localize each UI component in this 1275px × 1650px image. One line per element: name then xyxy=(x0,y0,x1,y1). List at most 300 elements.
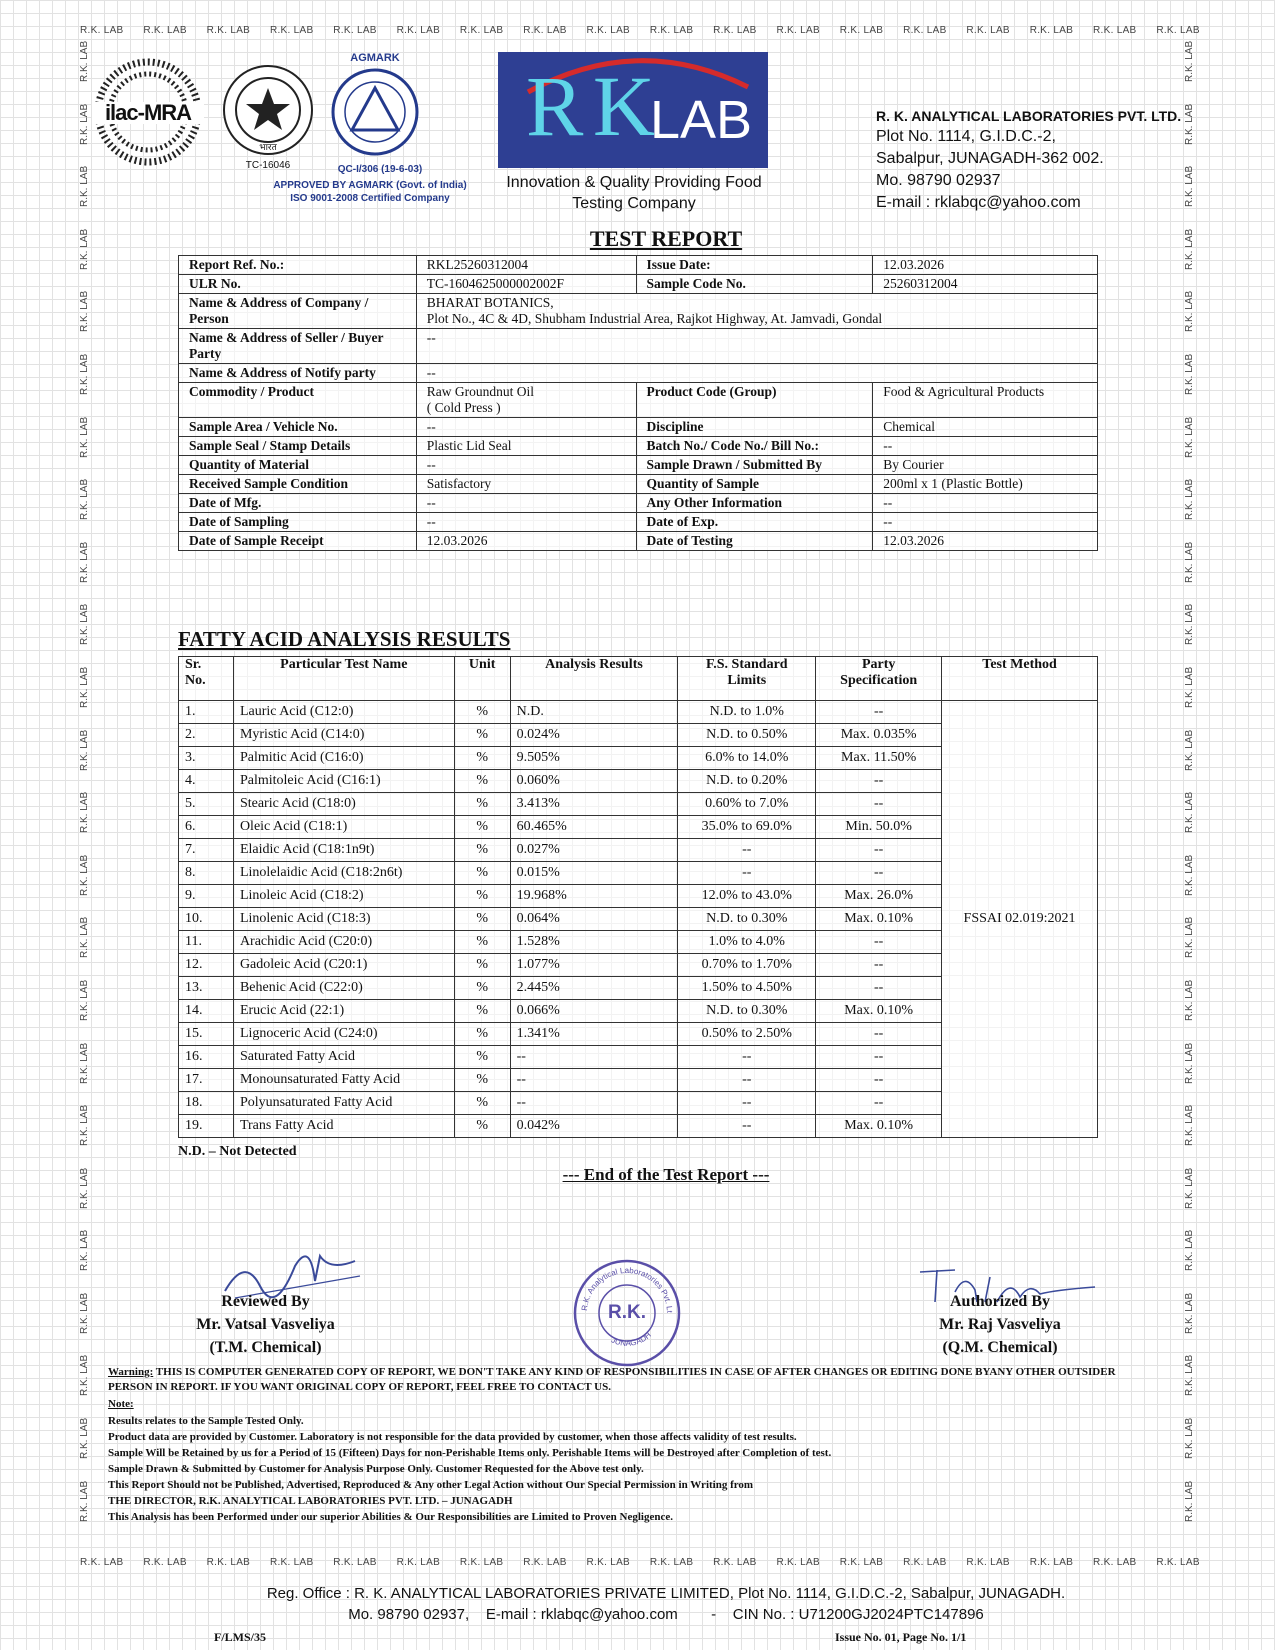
watermark-text: R.K. LAB xyxy=(143,1557,187,1568)
watermark-text: R.K. LAB xyxy=(79,791,90,834)
watermark-text: R.K. LAB xyxy=(80,1557,124,1568)
note-item: Sample Will be Retained by us for a Period of 15 (Fifteen) Days for non-Perishable Items only. Perishable Items will be Destroyed after Completion of test. xyxy=(108,1447,832,1459)
row-result: 60.465% xyxy=(510,816,678,839)
watermark-text: R.K. LAB xyxy=(143,25,187,36)
watermark-text: R.K. LAB xyxy=(649,25,694,36)
note-item: This Analysis has been Performed under our superior Abilities & Our Responsibilities are Limited to Proven Negligence. xyxy=(108,1511,673,1523)
watermark-text: R.K. LAB xyxy=(79,1292,90,1334)
watermark-text: R.K. LAB xyxy=(1184,353,1195,395)
row-party-spec: -- xyxy=(816,770,942,793)
reviewer-block xyxy=(178,1290,353,1359)
row-sr: 14. xyxy=(179,1000,234,1023)
row-fs-limit: -- xyxy=(678,1115,816,1138)
watermark-text: R.K. LAB xyxy=(1184,729,1195,771)
info-row xyxy=(179,329,1098,364)
tagline-line-1: Innovation & Quality Providing Food xyxy=(506,174,762,191)
info-row xyxy=(179,256,1098,275)
row-fs-limit: N.D. to 0.50% xyxy=(678,724,816,747)
row-unit: % xyxy=(454,908,510,931)
info-label: ULR No. xyxy=(179,275,417,294)
info-label: Discipline xyxy=(636,418,873,437)
row-sr: 11. xyxy=(179,931,234,954)
row-party-spec: -- xyxy=(816,793,942,816)
watermark-right-column xyxy=(1183,40,1197,1535)
watermark-text: R.K. LAB xyxy=(903,1557,947,1568)
seal-value: Plastic Lid Seal xyxy=(416,437,636,456)
row-party-spec: -- xyxy=(816,701,942,724)
watermark-text: R.K. LAB xyxy=(80,25,124,36)
info-label: Date of Sampling xyxy=(179,513,417,532)
row-sr: 7. xyxy=(179,839,234,862)
row-party-spec: Max. 26.0% xyxy=(816,885,942,908)
info-label: Name & Address of Notify party xyxy=(179,364,417,383)
row-party-spec: -- xyxy=(816,1023,942,1046)
row-unit: % xyxy=(454,793,510,816)
row-sr: 9. xyxy=(179,885,234,908)
receipt-date-value: 12.03.2026 xyxy=(416,532,636,551)
row-fs-limit: -- xyxy=(678,1069,816,1092)
watermark-text: R.K. LAB xyxy=(79,917,90,959)
row-test-name: Stearic Acid (C18:0) xyxy=(233,793,454,816)
info-row xyxy=(179,532,1098,551)
agmark-code: QC-I/306 (19-6-03) xyxy=(337,164,423,175)
watermark-text: R.K. LAB xyxy=(966,25,1010,36)
watermark-text: R.K. LAB xyxy=(1093,25,1137,36)
row-unit: % xyxy=(454,1023,510,1046)
row-test-name: Polyunsaturated Fatty Acid xyxy=(233,1092,454,1115)
watermark-text: R.K. LAB xyxy=(649,1557,694,1568)
row-sr: 1. xyxy=(179,701,234,724)
note-item: Results relates to the Sample Tested Only. xyxy=(108,1415,304,1427)
row-unit: % xyxy=(454,1069,510,1092)
quantity-sample-value: 200ml x 1 (Plastic Bottle) xyxy=(873,475,1098,494)
info-label: Sample Area / Vehicle No. xyxy=(179,418,417,437)
watermark-text: R.K. LAB xyxy=(79,604,90,646)
info-label: Date of Mfg. xyxy=(179,494,417,513)
row-fs-limit: -- xyxy=(678,1046,816,1069)
watermark-text: R.K. LAB xyxy=(1156,1557,1200,1568)
agmark-approval: APPROVED BY AGMARK (Govt. of India) xyxy=(273,180,467,191)
report-title: TEST REPORT xyxy=(589,226,743,251)
footer-address xyxy=(0,1583,1275,1625)
watermark-text: R.K. LAB xyxy=(1184,1417,1195,1460)
row-sr: 19. xyxy=(179,1115,234,1138)
authorizer-title: (Q.M. Chemical) xyxy=(942,1339,1058,1356)
row-result: 0.015% xyxy=(510,862,678,885)
watermark-text: R.K. LAB xyxy=(396,1557,441,1568)
company-email: E-mail : rklabqc@yahoo.com xyxy=(876,194,1081,211)
watermark-text: R.K. LAB xyxy=(79,1230,90,1272)
row-test-name: Palmitoleic Acid (C16:1) xyxy=(233,770,454,793)
info-row xyxy=(179,418,1098,437)
watermark-text: R.K. LAB xyxy=(1184,1230,1195,1272)
watermark-text: R.K. LAB xyxy=(1156,25,1200,36)
form-number: F/LMS/35 xyxy=(214,1630,267,1644)
warning-label: Warning: xyxy=(108,1366,154,1378)
row-test-name: Myristic Acid (C14:0) xyxy=(233,724,454,747)
commodity-line-2: ( Cold Press ) xyxy=(426,400,501,415)
watermark-text: R.K. LAB xyxy=(776,1557,820,1568)
watermark-text: R.K. LAB xyxy=(79,291,90,333)
header-unit: Unit xyxy=(454,657,510,701)
watermark-text: R.K. LAB xyxy=(1184,1042,1195,1084)
info-row xyxy=(179,456,1098,475)
tagline-line-2: Testing Company xyxy=(572,195,696,212)
row-test-name: Arachidic Acid (C20:0) xyxy=(233,931,454,954)
nabl-seal-logo xyxy=(218,62,318,174)
row-sr: 18. xyxy=(179,1092,234,1115)
row-test-name: Lauric Acid (C12:0) xyxy=(233,701,454,724)
row-unit: % xyxy=(454,1092,510,1115)
other-info-value: -- xyxy=(873,494,1098,513)
company-address-2: Sabalpur, JUNAGADH-362 002. xyxy=(876,150,1104,167)
row-result: 3.413% xyxy=(510,793,678,816)
row-unit: % xyxy=(454,954,510,977)
row-party-spec: -- xyxy=(816,1069,942,1092)
row-party-spec: -- xyxy=(816,839,942,862)
nabl-code: TC-16046 xyxy=(245,160,291,171)
watermark-text: R.K. LAB xyxy=(1184,166,1195,208)
watermark-text: R.K. LAB xyxy=(1029,1557,1074,1568)
header-test-name: Particular Test Name xyxy=(233,657,454,701)
info-row xyxy=(179,513,1098,532)
row-fs-limit: 1.0% to 4.0% xyxy=(678,931,816,954)
row-test-name: Oleic Acid (C18:1) xyxy=(233,816,454,839)
watermark-top-row xyxy=(80,25,1200,36)
header-party-line2: Specification xyxy=(840,673,918,688)
row-party-spec: Min. 50.0% xyxy=(816,816,942,839)
row-result: 1.341% xyxy=(510,1023,678,1046)
info-label: Sample Drawn / Submitted By xyxy=(636,456,873,475)
watermark-text: R.K. LAB xyxy=(1184,1355,1195,1397)
watermark-text: R.K. LAB xyxy=(269,25,314,36)
watermark-text: R.K. LAB xyxy=(776,25,820,36)
product-code-value: Food & Agricultural Products xyxy=(873,383,1098,418)
watermark-text: R.K. LAB xyxy=(1184,979,1195,1021)
header-fs-line1: F.S. Standard xyxy=(706,657,788,672)
row-sr: 17. xyxy=(179,1069,234,1092)
row-unit: % xyxy=(454,862,510,885)
watermark-text: R.K. LAB xyxy=(1184,291,1195,333)
watermark-text: R.K. LAB xyxy=(79,541,90,583)
watermark-text: R.K. LAB xyxy=(333,1557,377,1568)
agmark-title: AGMARK xyxy=(350,52,400,64)
watermark-text: R.K. LAB xyxy=(966,1557,1010,1568)
info-row xyxy=(179,275,1098,294)
info-label: Name & Address of Company / Person xyxy=(179,294,417,329)
row-test-name: Saturated Fatty Acid xyxy=(233,1046,454,1069)
row-test-name: Lignoceric Acid (C24:0) xyxy=(233,1023,454,1046)
authorizer-block xyxy=(910,1290,1090,1359)
info-label: Sample Code No. xyxy=(636,275,873,294)
header-results: Analysis Results xyxy=(510,657,678,701)
watermark-text: R.K. LAB xyxy=(1184,416,1195,458)
watermark-text: R.K. LAB xyxy=(713,1557,757,1568)
watermark-text: R.K. LAB xyxy=(586,1557,631,1568)
ulr-value: TC-1604625000002002F xyxy=(416,275,636,294)
watermark-text: R.K. LAB xyxy=(1184,103,1195,145)
row-fs-limit: 1.50% to 4.50% xyxy=(678,977,816,1000)
info-label: Quantity of Sample xyxy=(636,475,873,494)
warning-block xyxy=(108,1365,1148,1525)
row-test-name: Linolenic Acid (C18:3) xyxy=(233,908,454,931)
section-title: FATTY ACID ANALYSIS RESULTS xyxy=(178,627,511,651)
watermark-text: R.K. LAB xyxy=(1184,40,1195,82)
watermark-text: R.K. LAB xyxy=(79,479,90,521)
row-unit: % xyxy=(454,747,510,770)
row-test-name: Palmitic Acid (C16:0) xyxy=(233,747,454,770)
info-label: Date of Testing xyxy=(636,532,873,551)
row-fs-limit: 0.60% to 7.0% xyxy=(678,793,816,816)
row-result: 0.064% xyxy=(510,908,678,931)
watermark-text: R.K. LAB xyxy=(79,166,90,208)
sample-condition-value: Satisfactory xyxy=(416,475,636,494)
info-label: Batch No./ Code No./ Bill No.: xyxy=(636,437,873,456)
row-result: 0.042% xyxy=(510,1115,678,1138)
row-test-name: Elaidic Acid (C18:1n9t) xyxy=(233,839,454,862)
row-party-spec: -- xyxy=(816,1046,942,1069)
commodity-line-1: Raw Groundnut Oil xyxy=(426,384,534,399)
info-label: Quantity of Material xyxy=(179,456,417,475)
watermark-text: R.K. LAB xyxy=(79,854,90,896)
row-test-name: Behenic Acid (C22:0) xyxy=(233,977,454,1000)
row-test-name: Gadoleic Acid (C20:1) xyxy=(233,954,454,977)
table-row xyxy=(179,701,1098,724)
info-label: Report Ref. No.: xyxy=(179,256,417,275)
reviewer-title: (T.M. Chemical) xyxy=(209,1339,322,1356)
watermark-text: R.K. LAB xyxy=(79,228,90,270)
company-address-1: Plot No. 1114, G.I.D.C.-2, xyxy=(876,128,1056,145)
note-item: Product data are provided by Customer. Laboratory is not responsible for the data provided by customer, when those affects validity of test results. xyxy=(108,1431,797,1443)
watermark-text: R.K. LAB xyxy=(523,25,567,36)
row-sr: 5. xyxy=(179,793,234,816)
row-result: 19.968% xyxy=(510,885,678,908)
testing-date-value: 12.03.2026 xyxy=(873,532,1098,551)
reviewer-name: Mr. Vatsal Vasveliya xyxy=(196,1316,335,1333)
watermark-text: R.K. LAB xyxy=(79,1355,90,1397)
ilac-text: ilac-MRA xyxy=(104,100,192,125)
watermark-text: R.K. LAB xyxy=(79,1480,90,1522)
sample-area-value: -- xyxy=(416,418,636,437)
customer-address: Plot No., 4C & 4D, Shubham Industrial Area, Rajkot Highway, At. Jamvadi, Gondal xyxy=(426,311,883,326)
watermark-text: R.K. LAB xyxy=(79,40,90,82)
header-fs-line2: Limits xyxy=(727,673,767,688)
warning-text: THIS IS COMPUTER GENERATED COPY OF REPORT, WE DON'T TAKE ANY KIND OF RESPONSIBILITIES IN CASE OF AFTER CHANGES OR EDITING DONE BYANY OTHER OUTSIDER PERSON IN REPORT. IF YOU WANT ORIGINAL COPY OF REPORT, FEEL FREE TO CONTACT US. xyxy=(108,1366,1116,1393)
authorizer-role: Authorized By xyxy=(950,1293,1050,1310)
company-mobile: Mo. 98790 02937 xyxy=(876,172,1001,189)
info-label: Product Code (Group) xyxy=(636,383,873,418)
row-result: 0.027% xyxy=(510,839,678,862)
commodity-value xyxy=(416,383,636,418)
issue-date-value: 12.03.2026 xyxy=(873,256,1098,275)
row-party-spec: Max. 0.035% xyxy=(816,724,942,747)
row-party-spec: Max. 0.10% xyxy=(816,1000,942,1023)
authorizer-name: Mr. Raj Vasveliya xyxy=(939,1316,1061,1333)
info-row xyxy=(179,364,1098,383)
info-label: Date of Exp. xyxy=(636,513,873,532)
watermark-text: R.K. LAB xyxy=(523,1557,567,1568)
watermark-text: R.K. LAB xyxy=(1184,1292,1195,1334)
watermark-text: R.K. LAB xyxy=(79,103,90,145)
sampling-date-value: -- xyxy=(416,513,636,532)
watermark-text: R.K. LAB xyxy=(1184,1167,1195,1209)
agmark-logo xyxy=(330,52,420,165)
row-fs-limit: N.D. to 0.30% xyxy=(678,908,816,931)
report-ref-value: RKL25260312004 xyxy=(416,256,636,275)
row-party-spec: Max. 11.50% xyxy=(816,747,942,770)
info-row xyxy=(179,383,1098,418)
watermark-text: R.K. LAB xyxy=(586,25,631,36)
watermark-text: R.K. LAB xyxy=(79,1104,90,1147)
watermark-text: R.K. LAB xyxy=(79,979,90,1021)
row-party-spec: -- xyxy=(816,862,942,885)
batch-value: -- xyxy=(873,437,1098,456)
watermark-text: R.K. LAB xyxy=(79,1417,90,1460)
header-party-spec xyxy=(816,657,942,701)
row-fs-limit: N.D. to 0.20% xyxy=(678,770,816,793)
row-sr: 3. xyxy=(179,747,234,770)
stamp-bottom-text: JUNAGADH xyxy=(609,1330,653,1348)
header-sr xyxy=(179,657,234,701)
info-row xyxy=(179,494,1098,513)
watermark-text: R.K. LAB xyxy=(269,1557,314,1568)
row-result: N.D. xyxy=(510,701,678,724)
row-unit: % xyxy=(454,1000,510,1023)
info-row xyxy=(179,294,1098,329)
row-unit: % xyxy=(454,885,510,908)
watermark-text: R.K. LAB xyxy=(459,25,504,36)
header-sr-line1: Sr. xyxy=(185,657,202,672)
row-test-name: Linolelaidic Acid (C18:2n6t) xyxy=(233,862,454,885)
row-fs-limit: 0.70% to 1.70% xyxy=(678,954,816,977)
row-sr: 12. xyxy=(179,954,234,977)
watermark-bottom-row xyxy=(80,1557,1200,1568)
row-party-spec: -- xyxy=(816,931,942,954)
row-fs-limit: 12.0% to 43.0% xyxy=(678,885,816,908)
watermark-text: R.K. LAB xyxy=(459,1557,504,1568)
row-result: 0.066% xyxy=(510,1000,678,1023)
info-label: Issue Date: xyxy=(636,256,873,275)
row-result: 1.077% xyxy=(510,954,678,977)
watermark-text: R.K. LAB xyxy=(79,666,90,708)
watermark-text: R.K. LAB xyxy=(1184,1104,1195,1147)
company-address-block xyxy=(876,106,1181,214)
row-unit: % xyxy=(454,770,510,793)
watermark-text: R.K. LAB xyxy=(713,25,757,36)
watermark-text: R.K. LAB xyxy=(839,25,884,36)
end-of-report: --- End of the Test Report --- xyxy=(562,1165,770,1184)
rk-lab-logo xyxy=(498,52,768,168)
watermark-text: R.K. LAB xyxy=(206,1557,251,1568)
header-test-method: Test Method xyxy=(942,657,1098,701)
info-label: Commodity / Product xyxy=(179,383,417,418)
nabl-bharat-text: भारत xyxy=(259,142,277,152)
mfg-date-value: -- xyxy=(416,494,636,513)
seller-value: -- xyxy=(416,329,1097,364)
row-unit: % xyxy=(454,816,510,839)
watermark-text: R.K. LAB xyxy=(79,729,90,771)
row-sr: 10. xyxy=(179,908,234,931)
report-info-table xyxy=(178,255,1098,551)
watermark-text: R.K. LAB xyxy=(79,1042,90,1084)
watermark-text: R.K. LAB xyxy=(839,1557,884,1568)
reviewer-role: Reviewed By xyxy=(221,1293,310,1310)
iso-certification: ISO 9001-2008 Certified Company xyxy=(290,193,450,204)
note-item: Sample Drawn & Submitted by Customer for Analysis Purpose Only. Customer Requested for the Above test only. xyxy=(108,1463,644,1475)
quantity-material-value: -- xyxy=(416,456,636,475)
row-result: 0.060% xyxy=(510,770,678,793)
watermark-text: R.K. LAB xyxy=(333,25,377,36)
info-label: Date of Sample Receipt xyxy=(179,532,417,551)
row-result: -- xyxy=(510,1092,678,1115)
watermark-text: R.K. LAB xyxy=(396,25,441,36)
note-item: THE DIRECTOR, R.K. ANALYTICAL LABORATORIES PVT. LTD. – JUNAGADH xyxy=(108,1495,513,1507)
watermark-text: R.K. LAB xyxy=(1184,228,1195,270)
note-item: This Report Should not be Published, Advertised, Reproduced & Any other Legal Action without Our Special Permission in Writing from xyxy=(108,1479,754,1491)
row-test-name: Erucic Acid (22:1) xyxy=(233,1000,454,1023)
row-unit: % xyxy=(454,1115,510,1138)
company-value xyxy=(416,294,1097,329)
rk-tagline xyxy=(488,172,780,214)
watermark-text: R.K. LAB xyxy=(79,1167,90,1209)
header-sr-line2: No. xyxy=(185,673,206,688)
footer-line-1: Reg. Office : R. K. ANALYTICAL LABORATORIES PRIVATE LIMITED, Plot No. 1114, G.I.D.C.-2, Sabalpur, JUNAGADH. xyxy=(266,1585,1066,1602)
company-stamp xyxy=(572,1258,682,1368)
row-result: 0.024% xyxy=(510,724,678,747)
row-unit: % xyxy=(454,701,510,724)
row-fs-limit: 35.0% to 69.0% xyxy=(678,816,816,839)
watermark-text: R.K. LAB xyxy=(79,416,90,458)
info-row xyxy=(179,475,1098,494)
row-sr: 2. xyxy=(179,724,234,747)
row-sr: 6. xyxy=(179,816,234,839)
row-party-spec: Max. 0.10% xyxy=(816,1115,942,1138)
row-fs-limit: N.D. to 1.0% xyxy=(678,701,816,724)
row-fs-limit: -- xyxy=(678,839,816,862)
row-result: 1.528% xyxy=(510,931,678,954)
watermark-text: R.K. LAB xyxy=(1184,791,1195,834)
discipline-value: Chemical xyxy=(873,418,1098,437)
exp-date-value: -- xyxy=(873,513,1098,532)
watermark-text: R.K. LAB xyxy=(79,353,90,395)
fatty-acid-table xyxy=(178,656,1098,1138)
row-party-spec: -- xyxy=(816,1092,942,1115)
footer-line-2: Mo. 98790 02937, E-mail : rklabqc@yahoo.com - CIN No. : U71200GJ2024PTC147896 xyxy=(348,1606,984,1623)
row-sr: 15. xyxy=(179,1023,234,1046)
row-sr: 16. xyxy=(179,1046,234,1069)
issue-page-number: Issue No. 01, Page No. 1/1 xyxy=(835,1630,967,1644)
watermark-text: R.K. LAB xyxy=(903,25,947,36)
test-method-cell: FSSAI 02.019:2021 xyxy=(942,701,1098,1138)
ilac-mra-logo xyxy=(92,58,204,166)
watermark-left-column xyxy=(78,40,92,1535)
watermark-text: R.K. LAB xyxy=(206,25,251,36)
row-fs-limit: N.D. to 0.30% xyxy=(678,1000,816,1023)
row-result: -- xyxy=(510,1046,678,1069)
watermark-text: R.K. LAB xyxy=(1184,854,1195,896)
row-result: 9.505% xyxy=(510,747,678,770)
watermark-text: R.K. LAB xyxy=(1184,479,1195,521)
row-sr: 4. xyxy=(179,770,234,793)
row-sr: 13. xyxy=(179,977,234,1000)
watermark-text: R.K. LAB xyxy=(1184,666,1195,708)
row-sr: 8. xyxy=(179,862,234,885)
row-fs-limit: -- xyxy=(678,1092,816,1115)
customer-name: BHARAT BOTANICS, xyxy=(426,295,554,310)
sample-drawn-value: By Courier xyxy=(873,456,1098,475)
watermark-text: R.K. LAB xyxy=(1184,541,1195,583)
stamp-top-text: R.K. Analytical Laboratories Pvt. Lt xyxy=(579,1265,675,1314)
